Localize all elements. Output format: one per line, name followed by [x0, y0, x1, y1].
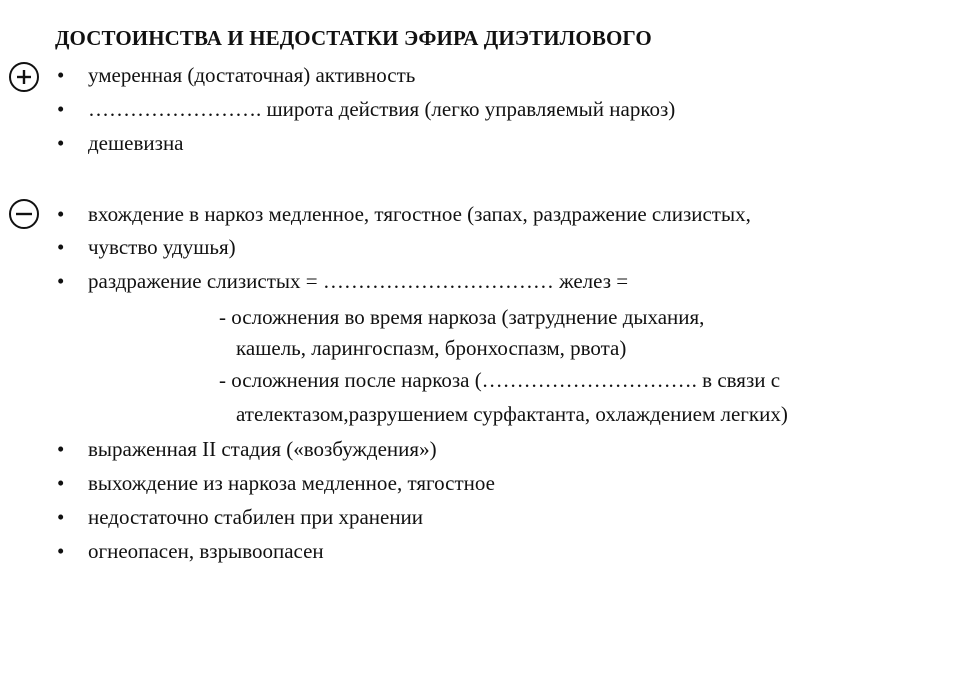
minus-circle-icon [8, 198, 40, 230]
pro-item-1: умеренная (достаточная) активность [88, 63, 416, 87]
con-item-1: вхождение в наркоз медленное, тягостное (запах, раздражение слизистых, [88, 202, 751, 226]
bullet: • [57, 131, 65, 155]
bullet: • [57, 63, 65, 87]
con-item-3: раздражение слизистых = …………………………… желез = [88, 269, 629, 293]
bullet: • [57, 269, 65, 293]
plus-circle-icon [8, 61, 40, 93]
pro-item-3: дешевизна [88, 131, 184, 155]
bullet: • [57, 539, 65, 563]
bullet: • [57, 505, 65, 529]
sub-item-1: - осложнения во время наркоза (затруднение дыхания, [219, 305, 705, 329]
con-item-2: чувство удушья) [88, 235, 236, 259]
bullet: • [57, 235, 65, 259]
bullet: • [57, 97, 65, 121]
pro-item-2: ……………………. широта действия (легко управляемый наркоз) [88, 97, 676, 121]
bullet: • [57, 202, 65, 226]
sub-item-2-cont: ателектазом,разрушением сурфактанта, охлаждением легких) [236, 402, 788, 426]
page-title: ДОСТОИНСТВА И НЕДОСТАТКИ ЭФИРА ДИЭТИЛОВОГО [55, 26, 652, 50]
con-item-6: недостаточно стабилен при хранении [88, 505, 424, 529]
con-item-5: выхождение из наркоза медленное, тягостное [88, 471, 495, 495]
bullet: • [57, 437, 65, 461]
sub-item-1-cont: кашель, ларингоспазм, бронхоспазм, рвота) [236, 336, 627, 360]
con-item-7: огнеопасен, взрывоопасен [88, 539, 324, 563]
con-item-4: выраженная II стадия («возбуждения») [88, 437, 437, 461]
sub-item-2: - осложнения после наркоза (…………………………. в связи с [219, 368, 781, 392]
bullet: • [57, 471, 65, 495]
